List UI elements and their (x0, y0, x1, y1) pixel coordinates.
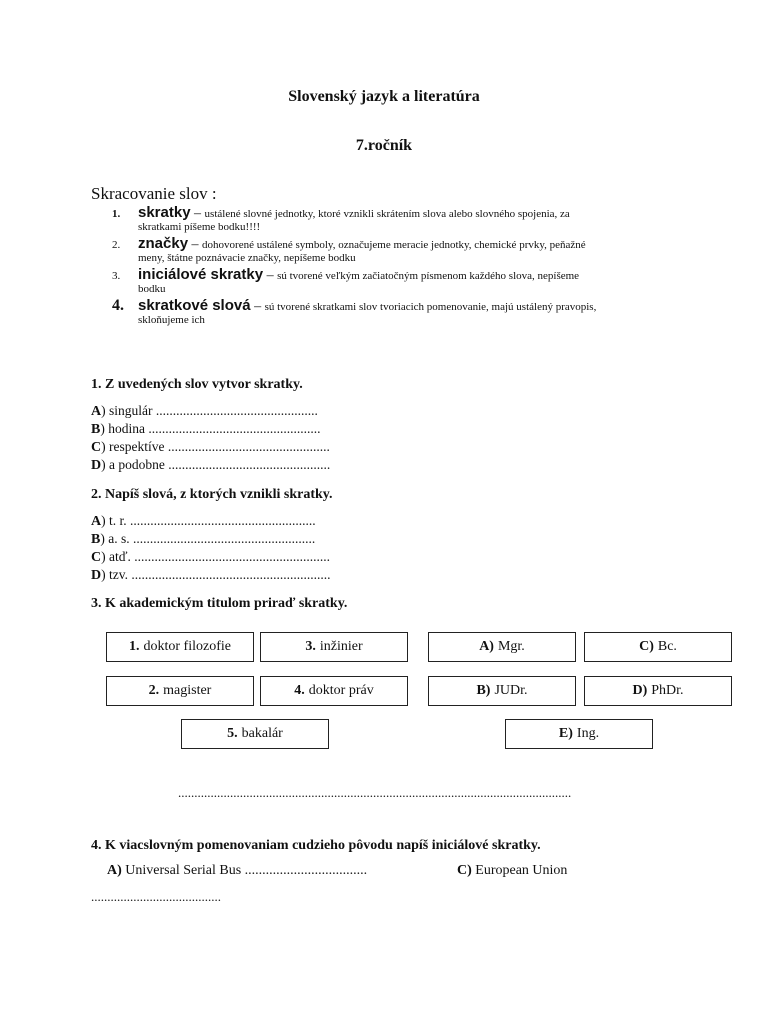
item-letter: A) (107, 863, 122, 878)
box-key: 5. (227, 726, 238, 741)
box-label: Mgr. (497, 639, 525, 654)
item-letter: B (91, 532, 101, 547)
definitions-list (112, 205, 672, 326)
item-text: ) a podobne ................................................ (101, 457, 331, 472)
box-key: B) (476, 683, 491, 698)
item-letter: B (91, 422, 101, 437)
task1-item[interactable] (91, 456, 330, 474)
box-label: magister (163, 683, 212, 698)
box-key: E) (558, 726, 573, 741)
definition-item (112, 267, 672, 295)
definition-number: 4. (112, 297, 124, 314)
item-text: ) a. s. ...................................................... (100, 531, 316, 546)
task2-item[interactable] (91, 566, 331, 584)
definition-dash: – (188, 237, 203, 252)
definition-term: skratkové slová (138, 297, 251, 314)
title-box-magister[interactable] (106, 676, 254, 706)
definition-continuation: skloňujeme ich (138, 314, 205, 326)
definition-continuation: bodku (138, 283, 166, 295)
task4-item-c[interactable] (457, 863, 567, 879)
grade-label (0, 137, 768, 155)
definition-item (112, 298, 672, 326)
box-label: JUDr. (494, 683, 528, 698)
definition-dash: – (250, 299, 265, 314)
definition-term: skratky (138, 204, 191, 221)
item-letter: C (91, 550, 102, 565)
box-label: doktor filozofie (143, 639, 231, 654)
definition-item (112, 205, 672, 233)
task4-item-a[interactable] (107, 863, 367, 879)
task2-heading: 2. Napíš slová, z ktorých vznikli skratky. (91, 487, 333, 502)
abbr-box-bc[interactable] (584, 632, 732, 662)
task1-answers (91, 402, 330, 474)
title-box-bakalar[interactable] (181, 719, 329, 749)
box-key: 3. (305, 639, 316, 654)
box-label: bakalár (241, 726, 283, 741)
grade-text: 7.ročník (355, 137, 413, 154)
task2-item[interactable] (91, 530, 331, 548)
definition-continuation: skratkami píšeme bodku!!!! (138, 221, 261, 233)
definition-text: sú tvorené skratkami slov tvoriacich pomenovanie, majú ustálený pravopis, (264, 301, 597, 313)
title-box-doktor-prav[interactable] (260, 676, 408, 706)
item-text: ) hodina ................................................... (100, 421, 321, 436)
item-text: ) respektíve ................................................ (101, 439, 330, 454)
abbr-box-judr[interactable] (428, 676, 576, 706)
task2-item[interactable] (91, 512, 331, 530)
item-text: ) atď. .......................................................... (101, 549, 330, 564)
definition-dash: – (190, 206, 205, 221)
definition-number: 2. (112, 239, 121, 251)
box-label: Bc. (657, 639, 677, 654)
item-text: European Union (475, 863, 568, 878)
box-key: 1. (129, 639, 140, 654)
definition-term: iniciálové skratky (138, 266, 264, 283)
box-key: C) (639, 639, 654, 654)
task1-item[interactable] (91, 402, 330, 420)
item-letter: C) (457, 863, 472, 878)
box-key: 4. (294, 683, 305, 698)
box-key: 2. (148, 683, 160, 698)
box-key: D) (632, 683, 648, 698)
definition-term: značky (138, 235, 189, 252)
box-label: Ing. (576, 726, 600, 741)
title-box-doktor-filozofie[interactable] (106, 632, 254, 662)
definition-continuation: meny, štátne poznávacie značky, nepíšeme bodku (138, 252, 356, 264)
task4-heading: 4. K viacslovným pomenovaniam cudzieho pôvodu napíš iniciálové skratky. (91, 838, 541, 853)
item-letter: A (91, 404, 102, 419)
box-label: doktor práv (308, 683, 374, 698)
definition-number: 3. (112, 270, 121, 282)
definition-item (112, 236, 672, 264)
item-text: ) singulár ................................................ (101, 403, 318, 418)
box-key: A) (479, 639, 494, 654)
box-label: PhDr. (651, 683, 684, 698)
item-text: Universal Serial Bus ................................... (125, 863, 368, 878)
box-label: inžinier (319, 639, 363, 654)
item-text: ) tzv. ........................................................... (101, 567, 331, 582)
abbr-box-mgr[interactable] (428, 632, 576, 662)
item-letter: A (91, 514, 102, 529)
task3-heading: 3. K akademickým titulom priraď skratky. (91, 596, 348, 611)
definition-text: ustálené slovné jednotky, ktoré vznikli skrátením slova alebo slovného spojenia, za (204, 208, 570, 220)
abbr-box-phdr[interactable] (584, 676, 732, 706)
task1-item[interactable] (91, 438, 330, 456)
task1-item[interactable] (91, 420, 330, 438)
item-letter: D (91, 568, 102, 583)
item-letter: D (91, 458, 102, 473)
task4-continuation-line[interactable]: ........................................ (91, 889, 221, 904)
section-heading: Skracovanie slov : (91, 184, 217, 203)
definition-number: 1. (112, 208, 121, 220)
title-box-inzinier[interactable] (260, 632, 408, 662)
task3-answer-line[interactable]: ......................................................................................................................... (178, 785, 572, 800)
document-title: Slovenský jazyk a literatúra (288, 88, 480, 105)
definition-text: dohovorené ustálené symboly, označujeme meracie jednotky, chemické prvky, peňažné (202, 239, 586, 251)
abbr-box-ing[interactable] (505, 719, 653, 749)
definition-text: sú tvorené veľkým začiatočným písmenom každého slova, nepíšeme (277, 270, 580, 282)
task2-answers (91, 512, 331, 584)
task1-heading: 1. Z uvedených slov vytvor skratky. (91, 377, 303, 392)
task2-item[interactable] (91, 548, 331, 566)
definition-dash: – (263, 268, 278, 283)
item-letter: C (91, 440, 102, 455)
item-text: ) t. r. ....................................................... (101, 513, 316, 528)
